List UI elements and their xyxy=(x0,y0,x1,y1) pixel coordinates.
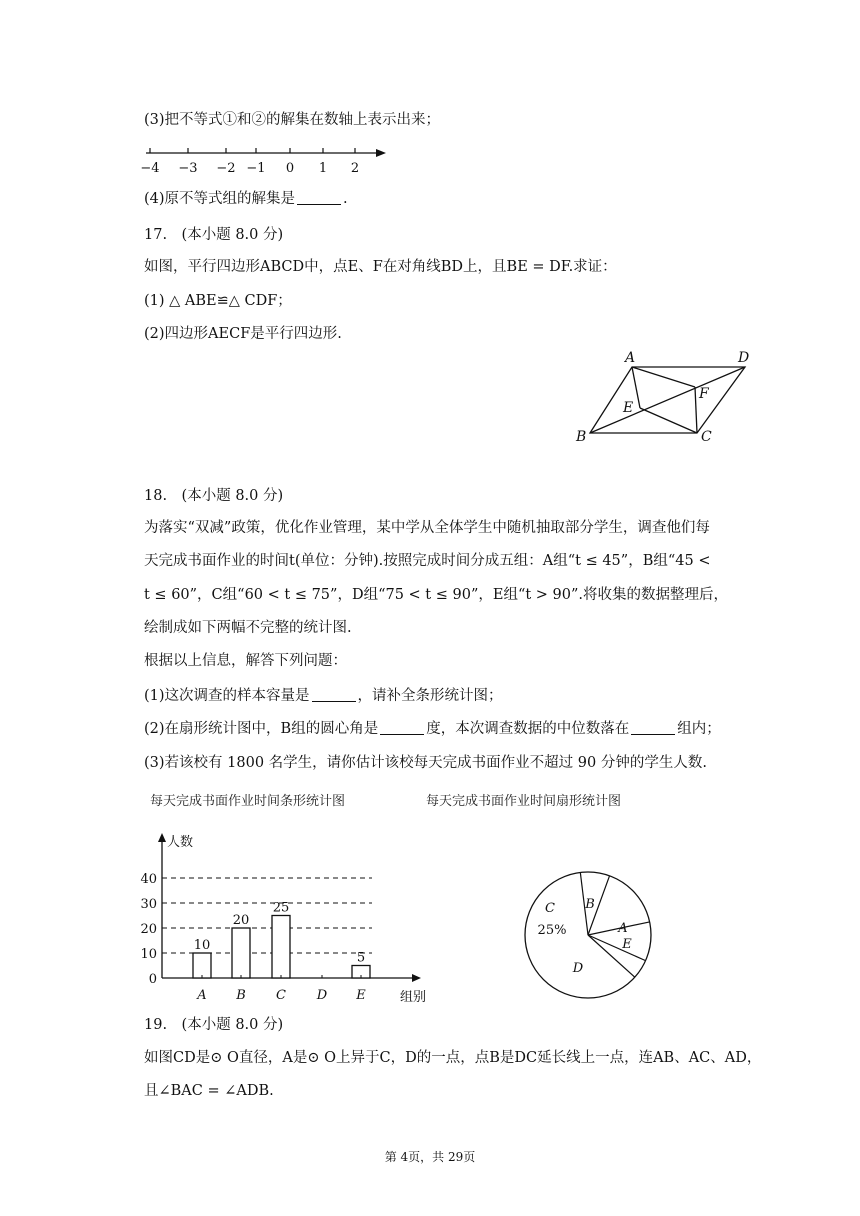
x-tick-label: A xyxy=(197,988,207,1003)
y-tick-label: 40 xyxy=(140,872,157,887)
x-tick-label: E xyxy=(356,988,366,1003)
x-tick-label: B xyxy=(236,988,246,1003)
label-C: C xyxy=(701,429,712,445)
q18-para-l2: 天完成书面作业的时间t(单位：分钟).按照完成时间分成五组：A组“t ≤ 45”，B组“45 < xyxy=(144,553,711,569)
bar-value-label: 25 xyxy=(272,900,290,916)
q18-para-l3: t ≤ 60”，C组“60 < t ≤ 75”，D组“75 < t ≤ 90”，E组“t > 90”.将收集的数据整理后， xyxy=(144,587,729,603)
bar xyxy=(193,953,211,978)
q19-header: 19. (本小题 8.0 分) xyxy=(144,1017,284,1033)
pie-slice-label: A xyxy=(618,921,628,936)
q18-part3: (3)若该校有 1800 名学生，请你估计该校每天完成书面作业不超过 90 分钟的学生人数. xyxy=(144,755,707,771)
q17-header: 17. (本小题 8.0 分) xyxy=(144,227,284,243)
pie-slice-label: D xyxy=(572,961,584,976)
label-D: D xyxy=(738,350,750,366)
x-axis-label: 组别 xyxy=(400,990,427,1005)
q18-para-l4: 绘制成如下两幅不完整的统计图. xyxy=(144,620,352,636)
pie-slice-percent: 25% xyxy=(537,923,567,938)
q18-intro: 根据以上信息，解答下列问题： xyxy=(144,653,347,669)
pie-slice-label: E xyxy=(622,937,632,952)
x-tick-label: C xyxy=(276,988,286,1003)
number-line xyxy=(140,140,390,180)
label-F: F xyxy=(699,386,709,402)
bar-chart xyxy=(140,825,440,1005)
pie-slice-label: C xyxy=(545,901,555,916)
label-B: B xyxy=(576,429,587,445)
q19-l1: 如图CD是⊙ O直径，A是⊙ O上异于C，D的一点，点B是DC延长线上一点，连AB、AC、AD， xyxy=(144,1050,762,1066)
pie-slice-label: B xyxy=(585,897,595,912)
y-axis-label: 人数 xyxy=(167,835,194,850)
bar-chart-title: 每天完成书面作业时间条形统计图 xyxy=(150,794,346,809)
q18-header: 18. (本小题 8.0 分) xyxy=(144,488,284,504)
q17-part1: (1) △ ABE≌△ CDF； xyxy=(144,293,292,309)
y-tick-label: 10 xyxy=(140,947,157,962)
bar xyxy=(232,928,250,978)
q17-stem: 如图，平行四边形ABCD中，点E、F在对角线BD上，且BE = DF.求证： xyxy=(144,259,617,275)
x-axis-arrow xyxy=(412,974,421,982)
bar-value-label: 20 xyxy=(232,913,250,928)
page-footer: 第 4页，共 29页 xyxy=(384,1150,476,1164)
q16-part4: (4)原不等式组的解集是 . xyxy=(144,191,348,207)
q19-l2: 且∠BAC = ∠ADB. xyxy=(144,1083,274,1099)
label-A: A xyxy=(625,350,636,366)
bar-value-label: 10 xyxy=(193,938,211,953)
q18-part1: (1)这次调查的样本容量是 ，请补全条形统计图； xyxy=(144,688,503,704)
label-E: E xyxy=(623,400,634,416)
numberline-tick-label: −1 xyxy=(246,161,266,176)
parallelogram-figure xyxy=(570,345,760,450)
y-tick-label: 0 xyxy=(148,972,157,987)
pie-chart-title: 每天完成书面作业时间扇形统计图 xyxy=(426,794,622,809)
numberline-tick-label: −3 xyxy=(178,161,198,176)
bar-value-label: 5 xyxy=(356,950,366,966)
numberline-tick-label: 0 xyxy=(285,161,295,176)
y-tick-label: 30 xyxy=(140,897,157,912)
q16-part3: (3)把不等式①和②的解集在数轴上表示出来； xyxy=(144,112,441,128)
numberline-tick-label: −2 xyxy=(216,161,236,176)
pie-chart xyxy=(510,868,670,1003)
numberline-tick-label: 1 xyxy=(318,161,328,176)
x-tick-label: D xyxy=(316,988,328,1003)
q17-part2: (2)四边形AECF是平行四边形. xyxy=(144,326,342,342)
q18-para-l1: 为落实“双减”政策，优化作业管理，某中学从全体学生中随机抽取部分学生，调查他们每 xyxy=(144,520,710,536)
numberline-tick-label: 2 xyxy=(350,161,360,176)
bar xyxy=(272,916,290,979)
y-tick-label: 20 xyxy=(140,922,157,937)
numberline-tick-label: −4 xyxy=(140,161,160,176)
y-axis-arrow xyxy=(158,833,166,842)
q18-part2: (2)在扇形统计图中，B组的圆心角是 度，本次调查数据的中位数落在 组内； xyxy=(144,721,721,737)
